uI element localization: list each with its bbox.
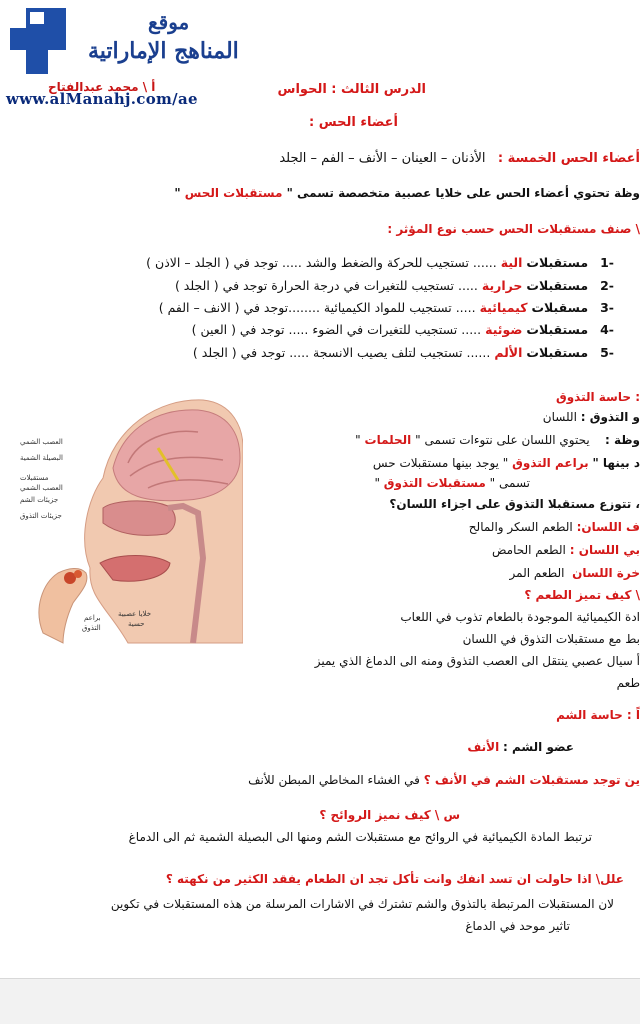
taste-how-answer-2: بط مع مستقبلات التذوق في اللسان [462,632,640,646]
taste-tip: ف اللسان: الطعم السكر والمالح [468,520,640,534]
five-senses-value: الأذنان – العينان – الأنف – الفم – الجلد [279,151,486,166]
site-name-line1: موقع [148,10,190,34]
taste-note-3: تسمى " مستقبلات التذوق " [374,476,530,490]
taste-how-question: \ كيف تميز الطعم ؟ [524,588,640,602]
lesson-title: الدرس الثالث : الحواس [277,82,426,97]
taste-how-answer-1: ادة الكيميائية الموجودة بالطعام تذوب في اللعاب [400,610,640,624]
taste-sides: بي اللسان : الطعم الحامض [491,543,640,557]
taste-how-answer-3: أ سيال عصبي ينتقل الى العصب التذوق ومنه الى الدماغ الذي يميز [314,654,640,668]
classify-question: \ صنف مستقبلات الحس حسب نوع المؤثر : [387,222,640,236]
receptor-item: -1 مستقبلات الية ...... تستجيب للحركة والضغط والشد ..... توجد في ( الجلد – الاذن ) [146,255,614,270]
receptor-item: -3 مسقبلات كيميائية ..... تستجيب للمواد الكيميائية ........توجد في ( الانف – الفم ) [158,300,614,315]
smell-explain-answer-1: لان المستقبلات المرتبطة بالتذوق والشم تشترك في الاشارات المرسلة من هذه المستقبلات في تكوين [110,897,614,911]
note-text: وظة تحتوي أعضاء الحس على خلايا عصبية متخصصة تسمى " [286,186,640,200]
five-senses-line [279,151,640,166]
taste-distribution-question: ، تتوزع مستقبلا التذوق على اجزاء اللسان؟ [389,497,640,511]
taste-back: خرة اللسان الطعم المر [509,566,640,580]
note-line [174,186,640,200]
smell-how-question: س \ كيف نميز الروائح ؟ [319,808,460,822]
note-highlight: مستقبلات الحس [184,186,283,200]
taste-organ: و التذوق : اللسان [542,410,640,424]
smell-explain-answer-2: تاثير موحد في الدماغ [465,919,570,933]
five-senses-label: أعضاء الحس الخمسة : [497,151,640,166]
site-name-line2: المناهج الإماراتية [88,38,239,64]
site-logo [8,6,68,78]
note-end: " [174,186,181,200]
head-cross-section-illustration: العصب الشمي البصيلة الشمية مستقبلات العصب الشمي جزيئات الشم جزيئات التذوق خلايا عصبية حسية براعم التذوق [18,388,243,648]
author-name: أ \ محمد عبدالفتاح [48,80,156,94]
taste-note-1: وظة : يحتوي اللسان على نتوءات تسمى " الحلمات " [355,433,640,447]
receptor-item: -5 مستقبلات الألم ...... تستجيب لتلف يصيب الانسجة ..... توجد في ( الجلد ) [192,345,614,360]
smell-organ: عضو الشم : الأنف [467,740,574,754]
page-bottom-area [0,979,640,1024]
plus-logo-icon [8,6,68,78]
smell-heading: اً : حاسة الشم [556,708,640,722]
site-url[interactable]: www.alManahj.com/ae [6,90,198,108]
smell-how-answer: ترتبط المادة الكيميائية في الروائح مع مستقبلات الشم ومنها الى البصيلة الشمية ثم الى الدماغ [128,830,592,844]
taste-note-2: د بينها " براعم التذوق " يوجد بينها مستقبلات حس [372,456,640,470]
smell-explain-question: علل\ اذا حاولت ان تسد انفك وانت تأكل تجد ان الطعام يفقد الكثير من نكهته ؟ [165,872,624,886]
section-heading: أعضاء الحس : [308,115,398,130]
taste-how-answer-4: طعم [616,676,640,690]
smell-where: ين توجد مستقبلات الشم في الأنف ؟ في الغشاء المخاطي المبطن للأنف [248,773,640,787]
receptor-item: -4 مستقبلات ضوئية ..... تستجيب للتغيرات في الضوء ..... توجد في ( العين ) [191,322,614,337]
taste-heading: : حاسة التذوق [555,390,640,404]
receptor-item: -2 مستقبلات حرارية ..... تستجيب للتغيرات في درجة الحرارة توجد في ( الجلد ) [174,278,614,293]
